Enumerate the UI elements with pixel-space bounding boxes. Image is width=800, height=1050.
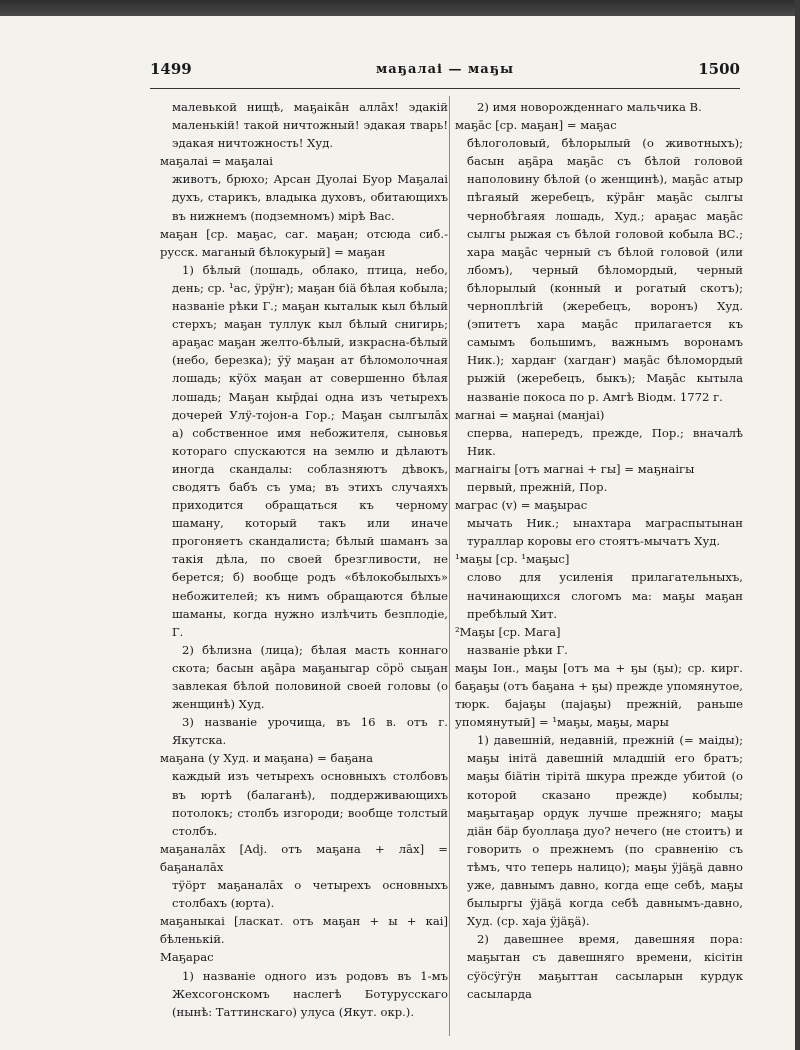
right-definition-paragraph: 2) давешнее время, давешняя пора: маҕытан съ давешняго времени, кісітін сӱöсӱгӱн маҕыттан сасыларын курдук сасыларда [467, 932, 743, 1001]
right-definition-paragraph: слово для усиленія прилагательныхъ, начинающихся слогомъ ма: маҕы маҕан пребѣлый Хит. [467, 570, 743, 621]
right-definition-paragraph: 2) имя новорожденнаго мальчика В. [477, 100, 702, 114]
page-number-right: 1500 [698, 60, 740, 78]
left-definition-paragraph: каждый изъ четырехъ основныхъ столбовъ въ юртѣ (балаганѣ), поддерживающихъ потолокъ; столбъ изгороди; вообще толстый столбъ. [172, 769, 448, 838]
right-definition-paragraph: мычать Ник.; ынахтара маграспытынан тураллар коровы его стоятъ-мычатъ Худ. [467, 516, 743, 549]
right-headword-entry: ²Маҕы [ср. Мага] [455, 624, 561, 639]
running-head: маҕалаі — маҕы [375, 62, 515, 77]
left-definition-paragraph: животъ, брюхо; Арсан Дуолаі Буор Маҕалаі духъ, старикъ, владыка духовъ, обитающихъ въ нижнемъ (подземномъ) мірѣ Вас. [172, 172, 448, 223]
header-rule [150, 88, 740, 89]
left-definition-paragraph: малевькой нищѣ, маҕаікāн аллāх! эдакій маленькій! такой ничтожный! эдакая тварь! эдакая ничтожность! Худ. [172, 100, 448, 151]
right-headword-entry: магнаігы [отъ магнаі + гы] = маҕнаігы [455, 461, 695, 476]
page-number-left: 1499 [150, 60, 192, 78]
right-definition-paragraph: сперва, напередъ, прежде, Пор.; вначалѣ Ник. [467, 425, 743, 458]
left-definition-paragraph: 1) названіе одного изъ родовъ въ 1-мъ Жехсогонскомъ наслегѣ Ботурусскаго (нынѣ: Таттинскаго) улуса (Якут. окр.). [172, 968, 448, 1019]
left-definition-paragraph: 2) бѣлизна (лица); бѣлая масть коннаго скота; басын аҕāра маҕаныгар сӧрӧ сыҕан завлекая бѣлой половиной своей головы (о женщинѣ) Худ. [172, 642, 448, 712]
scan-top-edge [0, 0, 800, 16]
right-definition-paragraph: бѣлоголовый, бѣлорылый (о животныхъ); басын аҕāра маҕāс съ бѣлой головой наполовину бѣлой (о женщинѣ), маҕāс атыр пѣгаяый жеребецъ, кӱрāҥ маҕāс сылгы чернобѣгаяя лошадь, Худ.; араҕас маҕāс сылгы рыжая съ бѣлой головой кобыла ВС.; хара маҕāс черный съ бѣлой головой (или лбомъ), черный бѣломордый, черный бѣлорылый (конный и рогатый скотъ); черноплѣгій (жеребецъ, воронъ) Худ. (эпитетъ хара маҕāс прилагается къ самымъ большимъ, важнымъ воронамъ Ник.); хардаҥ (хагдаҥ) маҕāс бѣломордый рыжій (жеребецъ, быкъ); Маҕāс кытыла названіе покоса по р. Амгѣ Віодм. 1772 г. [467, 136, 743, 404]
right-headword-entry: ¹маҕы [ср. ¹маҕыс] [455, 552, 570, 567]
left-headword-entry: маҕаналāх [Adj. отъ маҕана + лāх] = баҕаналāх [160, 841, 448, 874]
left-headword-entry: Маҕарас [160, 950, 214, 965]
left-definition-paragraph: тӱöрт маҕаналāх о четырехъ основныхъ столбахъ (юрта). [172, 878, 448, 911]
right-headword-entry: маграс (v) = маҕырас [455, 498, 588, 513]
scan-right-edge [795, 0, 800, 1050]
left-definition-paragraph: 1) бѣлый (лошадь, облако, птица, небо, день; ср. ¹ас, ӱрӱҥ); маҕан біä бѣлая кобыла; названіе рѣки Г.; маҕан кыталык кыл бѣлый стерхъ; маҕан туллук кыл бѣлый снигирь; араҕас маҕан желто-бѣлый, изкрасна-бѣлый (небо, березка); ӱӱ маҕан ат бѣломолочная лошадь; кӱöх маҕан ат совершенно бѣлая лошадь; Маҕан кыр̄даі одна изъ четырехъ дочерей Улӱ-тоjон-а Гор.; Маҕан сылгылāх а) собственное имя небожителя, сыновья котораго спускаются на землю и дѣлаютъ иногда скандалы: соблазняютъ дѣвокъ, сводятъ бабъ съ ума; въ этихъ случаяхъ приходится обращаться къ черному шаману, который такъ или иначе прогоняетъ скандалиста; бѣлый шаманъ за такія дѣла, по своей брезгливости, не берется; б) вообще родъ «бѣлокобылыхъ» небожителей; къ нимъ обращаются бѣлые шаманы, когда нужно излѣчить безплодіе, Г. [172, 262, 448, 639]
left-headword-entry: маҕалаі = маҕалаі [160, 154, 273, 169]
right-definition-paragraph: первый, прежній, Пор. [467, 479, 608, 494]
left-column [160, 98, 448, 1043]
right-definition-paragraph: названіе рѣки Г. [467, 642, 568, 657]
right-column [455, 98, 743, 1043]
right-headword-entry: маҕāс [ср. маҕан] = маҕас [455, 118, 617, 133]
left-headword-entry: маҕана (у Худ. и маҕана) = баҕана [160, 751, 374, 766]
left-definition-paragraph: 3) названіе урочища, въ 16 в. отъ г. Якутска. [172, 715, 448, 748]
right-headword-entry: маҕы Іон., маҕы [отъ ма + ҕы (ҕы); ср. кирг. баҕаҕы (отъ баҕана + ҕы) прежде упомянутое, тюрк. баjаҕы (паjаҕы) прежній, раньше упомянутый] = ¹маҕы, маҕы, мары [455, 660, 743, 730]
page-header [150, 60, 740, 84]
left-headword-entry: маҕаныкаі [ласкат. отъ маҕан + ы + каі] бѣленькій. [160, 914, 448, 947]
right-headword-entry: магнаі = маҕнаі (манjаі) [455, 407, 605, 422]
right-definition-paragraph: 1) давешній, недавній, прежній (= маіды); маҕы інітä давешній младшій его братъ; маҕы біäтін тірітä шкура прежде убитой (о которой сказано прежде) кобылы; маҕытаҕар ордук лучше прежняго; маҕы діäн бäр буоллаҕа дуо? нечего (не стоитъ) и говорить о прежнемъ (по сравненію съ тѣмъ, что теперь налицо); маҕы ӱjäҕä давно уже, давнымъ давно, когда еще себѣ, маҕы былыргы ӱjäҕä когда себѣ давнымъ-давно, Худ. (ср. хаjа ӱjäҕä). [467, 733, 743, 929]
column-divider [449, 96, 450, 1036]
left-headword-entry: маҕан [ср. маҕас, саг. маҕан; отсюда сиб.-русск. маганый бѣлокурый] = маҕан [160, 226, 448, 259]
